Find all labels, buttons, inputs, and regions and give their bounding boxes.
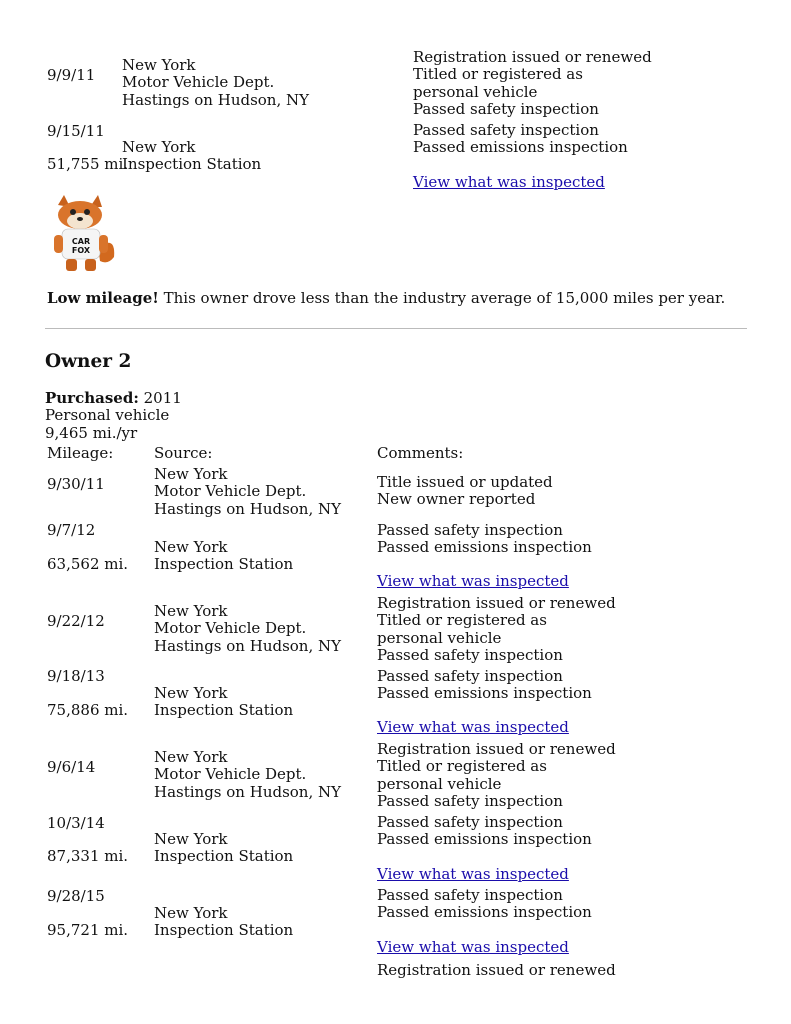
view-inspection-link[interactable]: View what was inspected — [377, 572, 569, 590]
carfox-mascot-icon — [46, 195, 118, 273]
record-comments: Registration issued or renewed Titled or registered as personal vehicle Passed safety inspection — [377, 740, 616, 811]
record-date: 10/3/14 — [47, 814, 105, 832]
record-mileage: 51,755 mi. — [47, 155, 129, 173]
record-comments: Registration issued or renewed — [377, 961, 616, 979]
carfox-shirt-text: CAR — [71, 237, 91, 246]
record-source: New York Motor Vehicle Dept. Hastings on Hudson, NY — [154, 602, 342, 655]
record-source: New York Inspection Station — [154, 830, 294, 866]
record-date: 9/28/15 — [47, 887, 105, 905]
purchased-value: 2011 — [138, 389, 182, 407]
record-comments: Passed safety inspection Passed emissions inspection — [413, 121, 628, 157]
view-inspection-link[interactable]: View what was inspected — [377, 718, 569, 736]
record-date: 9/7/12 — [47, 521, 96, 539]
record-source: New York Inspection Station — [154, 684, 294, 720]
record-source: New York Inspection Station — [154, 904, 294, 940]
record-source: New York Inspection Station — [154, 538, 294, 574]
mileage-rate: 9,465 mi./yr — [45, 423, 138, 442]
record-date: 9/18/13 — [47, 667, 105, 685]
record-date: 9/6/14 — [47, 758, 96, 776]
low-mileage-text: This owner drove less than the industry average of 15,000 miles per year. — [158, 289, 726, 307]
view-inspection-link[interactable]: View what was inspected — [377, 865, 569, 883]
record-date: 9/22/12 — [47, 612, 105, 630]
record-source: New York Inspection Station — [122, 138, 262, 174]
record-comments: Registration issued or renewed Titled or registered as personal vehicle Passed safety inspection — [413, 48, 652, 119]
column-header-comments: Comments: — [377, 444, 464, 462]
column-header-mileage: Mileage: — [47, 444, 114, 462]
vehicle-type: Personal vehicle — [45, 406, 170, 425]
record-mileage: 75,886 mi. — [47, 701, 129, 719]
record-mileage: 63,562 mi. — [47, 555, 129, 573]
record-comments: Title issued or updated New owner reported — [377, 473, 553, 509]
column-header-source: Source: — [154, 444, 213, 462]
record-date: 9/9/11 — [47, 66, 96, 84]
record-source: New York Motor Vehicle Dept. Hastings on Hudson, NY — [122, 56, 310, 109]
record-date: 9/30/11 — [47, 475, 105, 493]
low-mileage-label: Low mileage! — [47, 289, 159, 307]
section-divider — [45, 328, 747, 329]
low-mileage-note — [47, 290, 725, 307]
view-inspection-link[interactable]: View what was inspected — [377, 938, 569, 956]
record-comments: Passed safety inspection Passed emissions inspection — [377, 667, 592, 703]
record-source: New York Motor Vehicle Dept. Hastings on Hudson, NY — [154, 748, 342, 801]
record-comments: Registration issued or renewed Titled or registered as personal vehicle Passed safety inspection — [377, 594, 616, 665]
view-inspection-link[interactable]: View what was inspected — [413, 173, 605, 191]
purchased-label: Purchased: — [45, 389, 139, 407]
record-date: 9/15/11 — [47, 122, 105, 140]
record-comments: Passed safety inspection Passed emissions inspection — [377, 521, 592, 557]
owner-summary — [45, 390, 182, 442]
record-comments: Passed safety inspection Passed emissions inspection — [377, 886, 592, 922]
owner-heading: Owner 2 — [45, 351, 132, 372]
record-mileage: 95,721 mi. — [47, 921, 129, 939]
record-mileage: 87,331 mi. — [47, 847, 129, 865]
record-source: New York Motor Vehicle Dept. Hastings on Hudson, NY — [154, 465, 342, 518]
record-comments: Passed safety inspection Passed emissions inspection — [377, 813, 592, 849]
carfox-shirt-text: FOX — [71, 246, 91, 255]
